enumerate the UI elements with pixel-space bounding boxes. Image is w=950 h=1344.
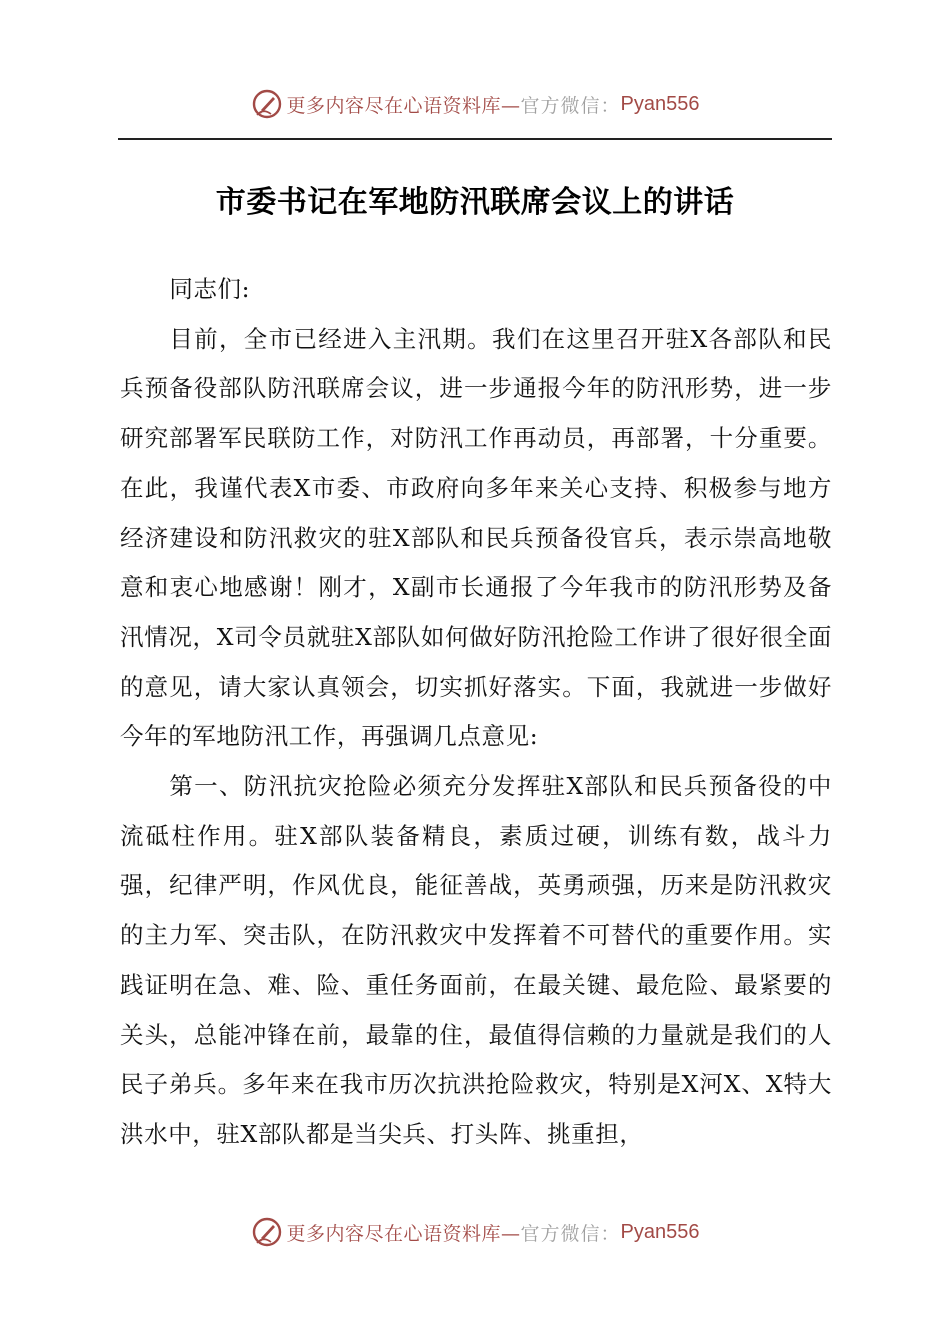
promo-text: 更多内容尽在心语资料库— bbox=[286, 1222, 521, 1245]
promo-text: 更多内容尽在心语资料库— bbox=[286, 94, 521, 117]
pen-seal-logo-icon bbox=[251, 88, 283, 120]
header-watermark bbox=[0, 84, 950, 124]
document-title: 市委书记在军地防汛联席会议上的讲话 bbox=[215, 185, 735, 220]
document-body bbox=[120, 265, 832, 1160]
pen-seal-logo-icon bbox=[251, 1216, 283, 1248]
paragraph: 目前，全市已经进入主汛期。我们在这里召开驻X各部队和民兵预备役部队防汛联席会议，进一步通报今年的防汛形势，进一步研究部署军民联防工作，对防汛工作再动员，再部署，十分重要。在此，我谨代表X市委、市政府向多年来关心支持、积极参与地方经济建设和防汛救灾的驻X部队和民兵预备役官兵，表示崇高地敬意和衷心地感谢！刚才，X副市长通报了今年我市的防汛形势及备汛情况，X司令员就驻X部队如何做好防汛抢险工作讲了很好很全面的意见，请大家认真领会，切实抓好落实。下面，我就进一步做好今年的军地防汛工作，再强调几点意见: bbox=[120, 324, 832, 751]
wechat-id: Pyan556 bbox=[620, 1220, 700, 1243]
header-divider bbox=[118, 138, 832, 140]
salutation: 同志们: bbox=[169, 275, 251, 303]
footer-watermark bbox=[0, 1212, 950, 1252]
wechat-label: 官方微信： bbox=[520, 1222, 621, 1245]
wechat-label: 官方微信： bbox=[520, 94, 621, 117]
wechat-id: Pyan556 bbox=[620, 92, 700, 115]
paragraph: 第一、防汛抗灾抢险必须充分发挥驻X部队和民兵预备役的中流砥柱作用。驻X部队装备精良，素质过硬，训练有数，战斗力强，纪律严明，作风优良，能征善战，英勇顽强，历来是防汛救灾的主力军、突击队，在防汛救灾中发挥着不可替代的重要作用。实践证明在急、难、险、重任务面前，在最关键、最危险、最紧要的关头，总能冲锋在前，最靠的住，最值得信赖的力量就是我们的人民子弟兵。多年来在我市历次抗洪抢险救灾，特别是X河X、X特大洪水中，驻X部队都是当尖兵、打头阵、挑重担， bbox=[120, 772, 832, 1148]
